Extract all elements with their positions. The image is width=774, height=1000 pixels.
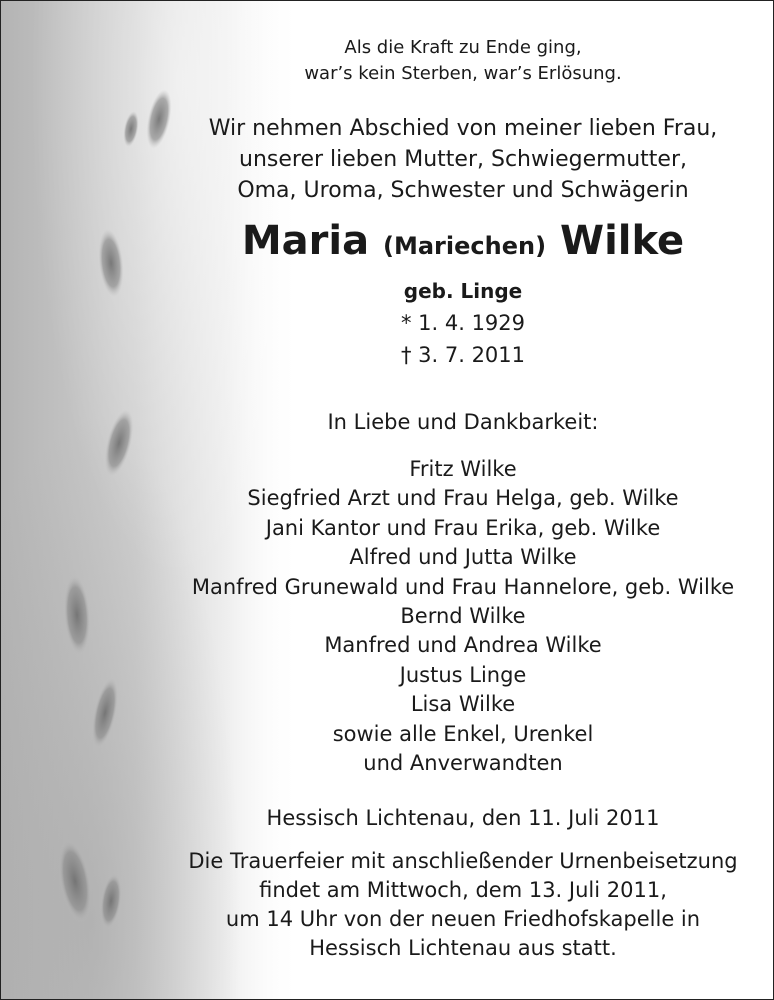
- life-dates: [151, 307, 774, 371]
- mourner-item: Alfred und Jutta Wilke: [349, 545, 577, 570]
- ceremony-line: Die Trauerfeier mit anschließender Urnenbeisetzung: [188, 849, 738, 873]
- mourner-item: und Anverwandten: [363, 751, 563, 776]
- mourner-item: Justus Linge: [399, 662, 527, 687]
- last-name: Wilke: [559, 218, 685, 264]
- birth-name: geb. Linge: [403, 279, 523, 303]
- mourner-item: Manfred Grunewald und Frau Hannelore, geb. Wilke: [191, 574, 735, 599]
- intro-line: Oma, Uroma, Schwester und Schwägerin: [237, 178, 689, 203]
- first-name: Maria: [241, 218, 370, 264]
- birth-date: * 1. 4. 1929: [400, 311, 526, 335]
- mourner-item: Bernd Wilke: [400, 604, 526, 629]
- ceremony-line: Hessisch Lichtenau aus statt.: [309, 936, 617, 960]
- mourner-item: sowie alle Enkel, Urenkel: [332, 721, 594, 746]
- gratitude-line: In Liebe und Dankbarkeit:: [327, 410, 599, 434]
- motto: [151, 35, 774, 87]
- motto-line: Als die Kraft zu Ende ging,: [344, 37, 582, 58]
- intro-line: unserer lieben Mutter, Schwiegermutter,: [239, 147, 687, 172]
- mourner-item: Manfred und Andrea Wilke: [324, 633, 602, 658]
- farewell-intro: [151, 113, 774, 206]
- deceased-name: [151, 215, 774, 272]
- death-date: † 3. 7. 2011: [400, 343, 526, 367]
- ceremony-line: findet am Mittwoch, dem 13. Juli 2011,: [259, 878, 667, 902]
- motto-line: war’s kein Sterben, war’s Erlösung.: [304, 63, 622, 84]
- place-and-date: Hessisch Lichtenau, den 11. Juli 2011: [266, 806, 660, 830]
- notice-text: [151, 1, 774, 1000]
- mourner-item: Lisa Wilke: [410, 692, 516, 717]
- mourner-item: Fritz Wilke: [409, 457, 517, 481]
- nickname: (Mariechen): [383, 232, 547, 260]
- funeral-ceremony-info: [151, 847, 774, 963]
- mourners-list: [151, 455, 774, 778]
- ceremony-line: um 14 Uhr von der neuen Friedhofskapelle in: [225, 907, 701, 931]
- intro-line: Wir nehmen Abschied von meiner lieben Frau,: [208, 116, 718, 141]
- mourner-item: Siegfried Arzt und Frau Helga, geb. Wilke: [247, 486, 679, 511]
- mourner-item: Jani Kantor und Frau Erika, geb. Wilke: [265, 515, 661, 540]
